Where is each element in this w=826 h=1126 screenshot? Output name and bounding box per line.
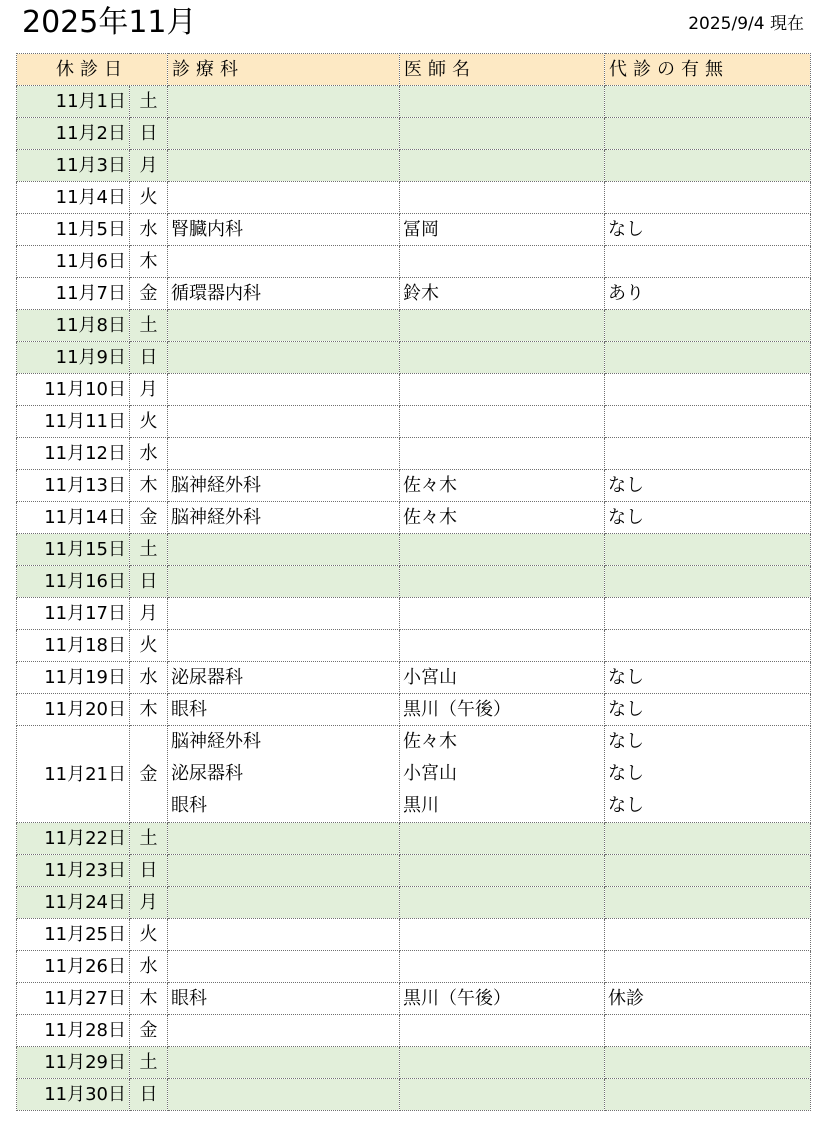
weekday: 月	[130, 374, 168, 406]
doctor-cell	[400, 1047, 605, 1079]
table-row	[17, 951, 811, 983]
substitute-cell	[605, 855, 811, 887]
substitute-cell	[605, 342, 811, 374]
table-row	[17, 983, 811, 1015]
department-cell	[168, 598, 400, 630]
table-row	[17, 182, 811, 214]
department-cell	[168, 1047, 400, 1079]
department-value: 脳神経外科	[171, 731, 261, 752]
substitute-cell	[605, 919, 811, 951]
weekday: 木	[130, 983, 168, 1015]
doctor-cell	[400, 182, 605, 214]
doctor-cell	[400, 214, 605, 246]
table-row	[17, 278, 811, 310]
closure-date: 11月4日	[17, 182, 130, 214]
department-value: 眼科	[171, 795, 207, 816]
weekday: 土	[130, 534, 168, 566]
doctor-value: 佐々木	[403, 475, 457, 496]
doctor-cell	[400, 983, 605, 1015]
doctor-value: 小宮山	[403, 667, 457, 688]
department-cell	[168, 726, 400, 823]
substitute-cell	[605, 1079, 811, 1111]
doctor-cell	[400, 694, 605, 726]
doctor-cell	[400, 502, 605, 534]
doctor-cell	[400, 919, 605, 951]
doctor-value: 黒川	[403, 795, 439, 816]
substitute-cell	[605, 726, 811, 823]
closure-date: 11月11日	[17, 406, 130, 438]
doctor-value: 黒川（午後）	[403, 988, 511, 1009]
substitute-cell	[605, 694, 811, 726]
substitute-value: なし	[608, 475, 644, 496]
table-row	[17, 887, 811, 919]
header-substitute: 代診の有無	[605, 54, 811, 86]
substitute-cell	[605, 662, 811, 694]
closure-date: 11月12日	[17, 438, 130, 470]
table-row	[17, 598, 811, 630]
department-cell	[168, 951, 400, 983]
doctor-value: 鈴木	[403, 283, 439, 304]
department-cell	[168, 278, 400, 310]
department-cell	[168, 823, 400, 855]
substitute-value: なし	[608, 763, 644, 784]
substitute-cell	[605, 630, 811, 662]
department-cell	[168, 310, 400, 342]
doctor-cell	[400, 310, 605, 342]
doctor-cell	[400, 438, 605, 470]
doctor-cell	[400, 534, 605, 566]
department-cell	[168, 1079, 400, 1111]
closure-date: 11月22日	[17, 823, 130, 855]
doctor-value: 小宮山	[403, 763, 457, 784]
doctor-cell	[400, 342, 605, 374]
substitute-value: なし	[608, 795, 644, 816]
closure-date: 11月2日	[17, 118, 130, 150]
department-cell	[168, 182, 400, 214]
header-doctor: 医師名	[400, 54, 605, 86]
closure-date: 11月19日	[17, 662, 130, 694]
table-row	[17, 1047, 811, 1079]
substitute-cell	[605, 150, 811, 182]
closure-date: 11月16日	[17, 566, 130, 598]
weekday: 月	[130, 150, 168, 182]
weekday: 日	[130, 1079, 168, 1111]
closure-date: 11月10日	[17, 374, 130, 406]
weekday: 木	[130, 694, 168, 726]
closure-date: 11月7日	[17, 278, 130, 310]
department-cell	[168, 887, 400, 919]
department-cell	[168, 438, 400, 470]
closure-date: 11月17日	[17, 598, 130, 630]
department-cell	[168, 406, 400, 438]
page-title: 2025年11月	[22, 5, 197, 40]
weekday: 金	[130, 502, 168, 534]
doctor-cell	[400, 1079, 605, 1111]
table-row	[17, 374, 811, 406]
department-value: 腎臓内科	[171, 219, 243, 240]
table-row	[17, 534, 811, 566]
department-cell	[168, 694, 400, 726]
department-cell	[168, 534, 400, 566]
substitute-value: なし	[608, 507, 644, 528]
as-of-date: 2025/9/4 現在	[688, 14, 804, 34]
substitute-cell	[605, 598, 811, 630]
substitute-value: なし	[608, 731, 644, 752]
weekday: 水	[130, 662, 168, 694]
doctor-value: 黒川（午後）	[403, 699, 511, 720]
doctor-cell	[400, 726, 605, 823]
weekday: 火	[130, 406, 168, 438]
weekday: 土	[130, 1047, 168, 1079]
closure-date: 11月30日	[17, 1079, 130, 1111]
table-row	[17, 118, 811, 150]
weekday: 月	[130, 887, 168, 919]
doctor-cell	[400, 86, 605, 118]
table-row	[17, 823, 811, 855]
doctor-cell	[400, 150, 605, 182]
weekday: 日	[130, 855, 168, 887]
weekday: 日	[130, 342, 168, 374]
closure-date: 11月28日	[17, 1015, 130, 1047]
table-row	[17, 150, 811, 182]
weekday: 月	[130, 598, 168, 630]
doctor-cell	[400, 246, 605, 278]
doctor-cell	[400, 1015, 605, 1047]
table-row	[17, 855, 811, 887]
substitute-cell	[605, 534, 811, 566]
closure-date: 11月23日	[17, 855, 130, 887]
substitute-cell	[605, 1047, 811, 1079]
department-value: 脳神経外科	[171, 475, 261, 496]
substitute-value: あり	[608, 283, 644, 304]
closure-date: 11月15日	[17, 534, 130, 566]
department-value: 眼科	[171, 699, 207, 720]
doctor-value: 佐々木	[403, 731, 457, 752]
table-row	[17, 1015, 811, 1047]
table-row	[17, 630, 811, 662]
doctor-cell	[400, 470, 605, 502]
doctor-cell	[400, 278, 605, 310]
header-department: 診療科	[168, 54, 400, 86]
table-row	[17, 214, 811, 246]
department-cell	[168, 118, 400, 150]
department-cell	[168, 246, 400, 278]
table-row	[17, 694, 811, 726]
closure-date: 11月20日	[17, 694, 130, 726]
substitute-cell	[605, 983, 811, 1015]
department-cell	[168, 566, 400, 598]
department-cell	[168, 470, 400, 502]
closure-date: 11月1日	[17, 86, 130, 118]
weekday: 土	[130, 310, 168, 342]
doctor-cell	[400, 406, 605, 438]
table-row	[17, 726, 811, 823]
weekday: 火	[130, 630, 168, 662]
weekday: 日	[130, 566, 168, 598]
department-value: 眼科	[171, 988, 207, 1009]
weekday: 木	[130, 246, 168, 278]
doctor-cell	[400, 630, 605, 662]
doctor-cell	[400, 887, 605, 919]
substitute-cell	[605, 823, 811, 855]
substitute-cell	[605, 887, 811, 919]
substitute-cell	[605, 118, 811, 150]
weekday: 土	[130, 823, 168, 855]
department-cell	[168, 1015, 400, 1047]
table-row	[17, 342, 811, 374]
closure-date: 11月6日	[17, 246, 130, 278]
weekday: 金	[130, 278, 168, 310]
header-date: 休診日	[17, 54, 168, 86]
substitute-cell	[605, 502, 811, 534]
department-cell	[168, 374, 400, 406]
closure-date: 11月14日	[17, 502, 130, 534]
table-row	[17, 502, 811, 534]
substitute-cell	[605, 214, 811, 246]
substitute-cell	[605, 374, 811, 406]
weekday: 水	[130, 951, 168, 983]
closure-date: 11月5日	[17, 214, 130, 246]
department-value: 泌尿器科	[171, 667, 243, 688]
weekday: 水	[130, 214, 168, 246]
weekday: 火	[130, 919, 168, 951]
closure-date: 11月18日	[17, 630, 130, 662]
department-cell	[168, 86, 400, 118]
weekday: 金	[130, 726, 168, 823]
substitute-cell	[605, 86, 811, 118]
table-row	[17, 438, 811, 470]
department-value: 循環器内科	[171, 283, 261, 304]
doctor-cell	[400, 662, 605, 694]
closure-date: 11月26日	[17, 951, 130, 983]
substitute-cell	[605, 310, 811, 342]
department-cell	[168, 342, 400, 374]
closure-date: 11月3日	[17, 150, 130, 182]
weekday: 水	[130, 438, 168, 470]
doctor-cell	[400, 598, 605, 630]
substitute-cell	[605, 1015, 811, 1047]
table-row	[17, 86, 811, 118]
substitute-cell	[605, 246, 811, 278]
substitute-value: なし	[608, 219, 644, 240]
doctor-cell	[400, 118, 605, 150]
table-row	[17, 310, 811, 342]
closure-date: 11月24日	[17, 887, 130, 919]
closure-date: 11月9日	[17, 342, 130, 374]
weekday: 土	[130, 86, 168, 118]
department-cell	[168, 919, 400, 951]
closure-date: 11月13日	[17, 470, 130, 502]
weekday: 火	[130, 182, 168, 214]
table-row	[17, 919, 811, 951]
doctor-cell	[400, 566, 605, 598]
table-row	[17, 1079, 811, 1111]
department-cell	[168, 983, 400, 1015]
substitute-value: 休診	[608, 988, 644, 1009]
doctor-value: 佐々木	[403, 507, 457, 528]
substitute-value: なし	[608, 667, 644, 688]
substitute-cell	[605, 278, 811, 310]
weekday: 日	[130, 118, 168, 150]
closure-table	[16, 53, 811, 1111]
closure-date: 11月21日	[17, 726, 130, 823]
substitute-cell	[605, 438, 811, 470]
doctor-value: 冨岡	[403, 219, 439, 240]
department-value: 脳神経外科	[171, 507, 261, 528]
closure-date: 11月29日	[17, 1047, 130, 1079]
doctor-cell	[400, 855, 605, 887]
table-row	[17, 470, 811, 502]
closure-date: 11月27日	[17, 983, 130, 1015]
weekday: 木	[130, 470, 168, 502]
substitute-cell	[605, 951, 811, 983]
table-header-row	[17, 54, 811, 86]
table-row	[17, 662, 811, 694]
table-body	[17, 86, 811, 1111]
doctor-cell	[400, 823, 605, 855]
department-cell	[168, 502, 400, 534]
doctor-cell	[400, 951, 605, 983]
department-cell	[168, 662, 400, 694]
table-row	[17, 246, 811, 278]
table-row	[17, 566, 811, 598]
substitute-cell	[605, 470, 811, 502]
department-cell	[168, 214, 400, 246]
department-cell	[168, 150, 400, 182]
doctor-cell	[400, 374, 605, 406]
closure-date: 11月8日	[17, 310, 130, 342]
substitute-cell	[605, 566, 811, 598]
department-cell	[168, 630, 400, 662]
substitute-cell	[605, 406, 811, 438]
department-value: 泌尿器科	[171, 763, 243, 784]
weekday: 金	[130, 1015, 168, 1047]
substitute-cell	[605, 182, 811, 214]
substitute-value: なし	[608, 699, 644, 720]
department-cell	[168, 855, 400, 887]
closure-date: 11月25日	[17, 919, 130, 951]
table-row	[17, 406, 811, 438]
